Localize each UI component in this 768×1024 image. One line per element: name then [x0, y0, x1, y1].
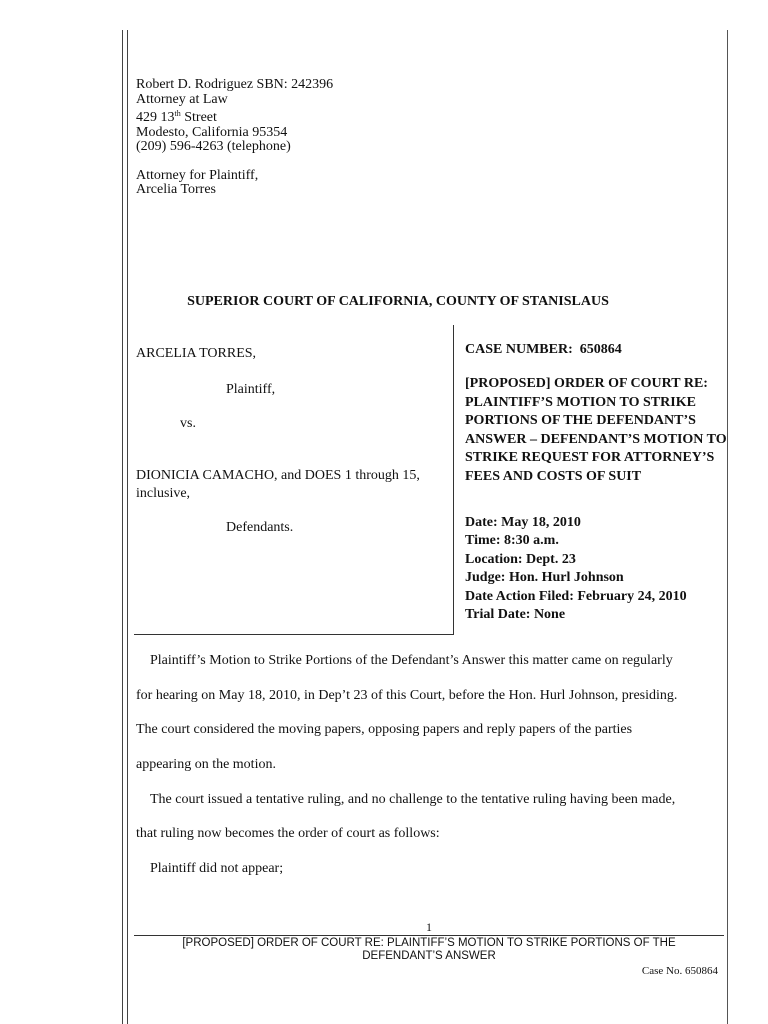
body-line: that ruling now becomes the order of court as follows:	[136, 826, 440, 841]
case-number-value: 650864	[579, 342, 622, 357]
body-line: Plaintiff did not appear;	[150, 861, 284, 876]
body-line: Plaintiff’s Motion to Strike Portions of the Defendant’s Answer this matter came on regularly	[150, 653, 673, 668]
footer-case-number: Case No. 650864	[641, 965, 718, 977]
body-line: appearing on the motion.	[136, 757, 276, 772]
footer-title-line1: [PROPOSED] ORDER OF COURT RE: PLAINTIFF’S MOTION TO STRIKE PORTIONS OF THE	[182, 937, 676, 949]
case-number-label: CASE NUMBER:	[465, 342, 573, 357]
body-line: The court issued a tentative ruling, and no challenge to the tentative ruling having been made,	[150, 792, 676, 807]
street-name: Street	[180, 110, 217, 125]
attorney-phone: (209) 596-4263 (telephone)	[136, 139, 291, 154]
hearing-judge: Judge: Hon. Hurl Johnson	[465, 570, 624, 586]
attorney-title: Attorney at Law	[136, 91, 228, 107]
hearing-time: Time: 8:30 a.m.	[465, 533, 559, 549]
plaintiff-role: Plaintiff,	[226, 382, 276, 397]
date-action-filed: Date Action Filed: February 24, 2010	[465, 588, 687, 604]
page-number: 1	[426, 920, 432, 934]
right-margin-rule	[727, 30, 728, 1024]
defendant-inclusive: inclusive,	[136, 486, 191, 501]
hearing-info	[465, 514, 687, 624]
plaintiff-name: ARCELIA TORRES,	[136, 346, 257, 361]
attorney-name: Robert D. Rodriguez SBN: 242396	[136, 77, 334, 92]
footer-rule	[134, 935, 724, 936]
attorney-city: Modesto, California 95354	[136, 124, 288, 140]
court-title: SUPERIOR COURT OF CALIFORNIA, COUNTY OF STANISLAUS	[187, 294, 609, 309]
client-name: Arcelia Torres	[136, 182, 217, 197]
caption-vertical-rule	[453, 325, 454, 635]
body-line: The court considered the moving papers, opposing papers and reply papers of the parties	[136, 722, 633, 737]
footer-title	[134, 937, 724, 963]
left-margin-rule	[122, 30, 123, 1024]
footer-title-line2: DEFENDANT’S ANSWER	[362, 950, 496, 962]
versus: vs.	[180, 416, 196, 431]
attorney-for: Attorney for Plaintiff,	[136, 167, 259, 183]
street-ordinal: th	[174, 109, 181, 118]
trial-date: Trial Date: None	[465, 607, 566, 623]
case-number	[465, 341, 622, 359]
hearing-date: Date: May 18, 2010	[465, 515, 581, 530]
attorney-header	[136, 78, 333, 198]
body-line: for hearing on May 18, 2010, in Dep’t 23 of this Court, before the Hon. Hurl Johnson, presiding.	[136, 688, 678, 703]
left-margin-rule-inner	[127, 30, 128, 1024]
hearing-location: Location: Dept. 23	[465, 551, 576, 567]
street-number: 429 13	[136, 110, 175, 125]
defendant-name: DIONICIA CAMACHO, and DOES 1 through 15,	[136, 468, 420, 483]
document-title: [PROPOSED] ORDER OF COURT RE: PLAINTIFF’S MOTION TO STRIKE PORTIONS OF THE DEFENDANT’S ANSWER – DEFENDANT’S MOTION TO STRIKE REQUEST FOR ATTORNEY’S FEES AND COSTS OF SUIT	[465, 376, 727, 484]
defendant-role: Defendants.	[226, 520, 294, 535]
caption-bottom-rule	[134, 634, 454, 635]
attorney-street	[136, 107, 333, 126]
